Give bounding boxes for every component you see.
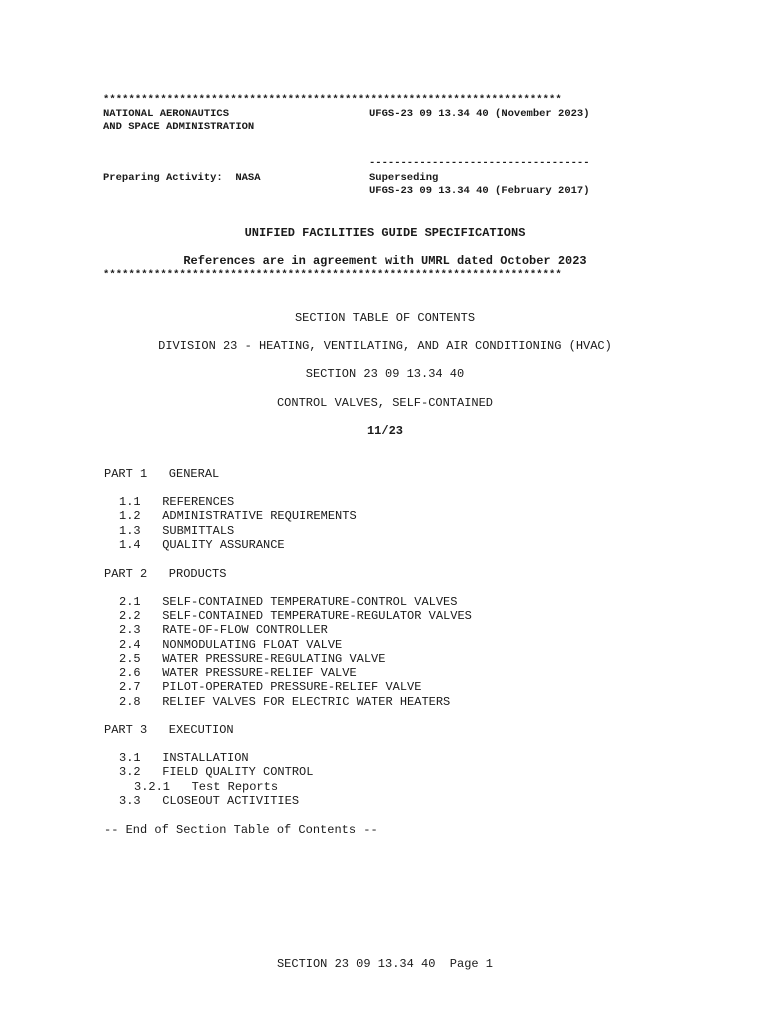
spec-id: UFGS-23 09 13.34 40 (November 2023) xyxy=(369,108,590,120)
guide-title: UNIFIED FACILITIES GUIDE SPECIFICATIONS xyxy=(244,226,526,240)
part-heading: PART 3 EXECUTION xyxy=(104,723,234,737)
toc-entry: 3.1 INSTALLATION xyxy=(119,751,249,765)
org-name-line2: AND SPACE ADMINISTRATION xyxy=(103,121,255,133)
preparing-activity: Preparing Activity: NASA xyxy=(103,172,261,184)
toc-entry: 2.6 WATER PRESSURE-RELIEF VALVE xyxy=(119,666,357,680)
date-code: 11/23 xyxy=(366,424,403,438)
toc-entry: 2.1 SELF-CONTAINED TEMPERATURE-CONTROL VALVES xyxy=(119,595,458,609)
toc-title: SECTION TABLE OF CONTENTS xyxy=(294,311,476,325)
toc-entry: 2.4 NONMODULATING FLOAT VALVE xyxy=(119,638,343,652)
org-name-line1: NATIONAL AERONAUTICS xyxy=(103,108,230,120)
toc-entry: 2.7 PILOT-OPERATED PRESSURE-RELIEF VALVE xyxy=(119,680,422,694)
toc-entry: 1.4 QUALITY ASSURANCE xyxy=(119,538,285,552)
header-stars-top: ************************************************************************ xyxy=(103,94,562,106)
page-footer: SECTION 23 09 13.34 40 Page 1 xyxy=(276,957,494,971)
header-stars-bottom: ************************************************************************ xyxy=(103,269,562,281)
end-of-toc-note: -- End of Section Table of Contents -- xyxy=(104,823,378,837)
toc-entry: 1.1 REFERENCES xyxy=(119,495,235,509)
toc-entry: 2.5 WATER PRESSURE-REGULATING VALVE xyxy=(119,652,386,666)
toc-subentry: 3.2.1 Test Reports xyxy=(134,780,279,794)
part-heading: PART 1 GENERAL xyxy=(104,467,220,481)
section-number: SECTION 23 09 13.34 40 xyxy=(305,367,465,381)
dash-separator: ----------------------------------- xyxy=(369,157,590,169)
division-title: DIVISION 23 - HEATING, VENTILATING, AND AIR CONDITIONING (HVAC) xyxy=(158,339,612,353)
toc-entry: 3.2 FIELD QUALITY CONTROL xyxy=(119,765,314,779)
superseded-spec-id: UFGS-23 09 13.34 40 (February 2017) xyxy=(369,185,590,197)
part-heading: PART 2 PRODUCTS xyxy=(104,567,227,581)
superseding-label: Superseding xyxy=(369,172,439,184)
section-name: CONTROL VALVES, SELF-CONTAINED xyxy=(276,396,494,410)
toc-entry: 1.3 SUBMITTALS xyxy=(119,524,235,538)
toc-entry: 1.2 ADMINISTRATIVE REQUIREMENTS xyxy=(119,509,357,523)
toc-entry: 2.2 SELF-CONTAINED TEMPERATURE-REGULATOR VALVES xyxy=(119,609,472,623)
toc-entry: 3.3 CLOSEOUT ACTIVITIES xyxy=(119,794,300,808)
toc-entry: 2.8 RELIEF VALVES FOR ELECTRIC WATER HEATERS xyxy=(119,695,451,709)
references-note: References are in agreement with UMRL dated October 2023 xyxy=(183,254,587,268)
toc-entry: 2.3 RATE-OF-FLOW CONTROLLER xyxy=(119,623,328,637)
